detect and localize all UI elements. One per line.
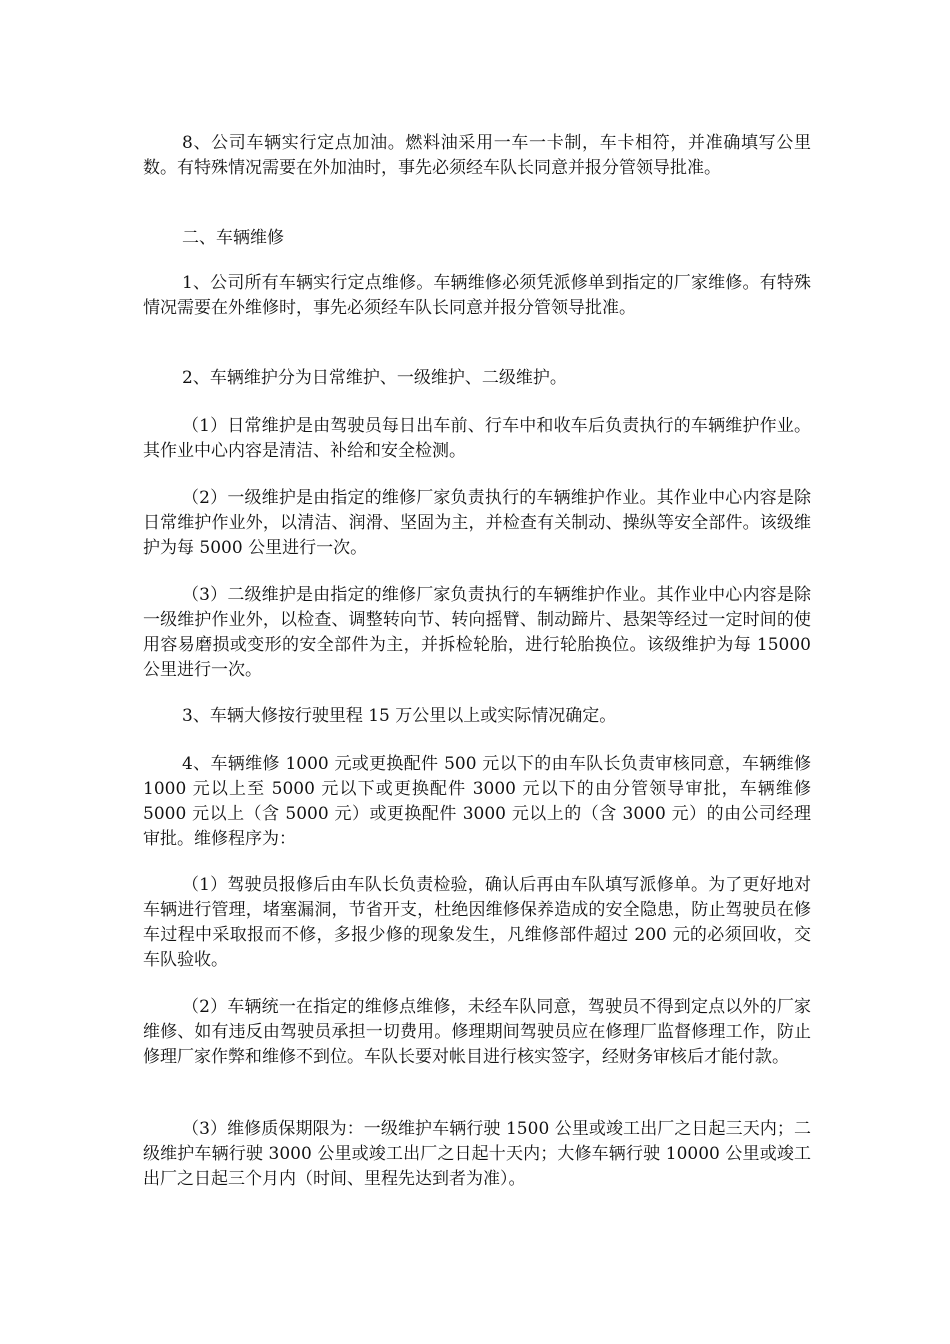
paragraph-daily-maintenance: （1）日常维护是由驾驶员每日出车前、行车中和收车后负责执行的车辆维护作业。其作业中心内容是清洁、补给和安全检测。 [143,416,811,461]
section-heading-vehicle-repair: 二、车辆维修 [182,228,284,248]
paragraph-first-level-maintenance: （2）一级维护是由指定的维修厂家负责执行的车辆维护作业。其作业中心内容是除日常维护作业外，以清洁、润滑、坚固为主，并检查有关制动、操纵等安全部件。该级维护为每 5000 公里进行一次。 [143,488,811,558]
paragraph-repair-approval: 4、车辆维修 1000 元或更换配件 500 元以下的由车队长负责审核同意，车辆维修 1000 元以上至 5000 元以下或更换配件 3000 元以下的由分管领导审批，车辆维修 5000 元以上（含 5000 元）或更换配件 3000 元以上的（含 3000 元）的由公司经理审批。维修程序为： [143,754,811,849]
paragraph-maintenance-types: 2、车辆维护分为日常维护、一级维护、二级维护。 [182,368,567,388]
paragraph-repair-procedure-2: （2）车辆统一在指定的维修点维修，未经车队同意，驾驶员不得到定点以外的厂家维修、如有违反由驾驶员承担一切费用。修理期间驾驶员应在修理厂监督修理工作，防止修理厂家作弊和维修不到位。车队长要对帐目进行核实签字，经财务审核后才能付款。 [143,997,811,1067]
paragraph-repair-procedure-1: （1）驾驶员报修后由车队长负责检验，确认后再由车队填写派修单。为了更好地对车辆进行管理，堵塞漏洞，节省开支，杜绝因维修保养造成的安全隐患，防止驾驶员在修车过程中采取报而不修，多报少修的现象发生，凡维修部件超过 200 元的必须回收，交车队验收。 [143,875,811,970]
paragraph-fueling-rule: 8、公司车辆实行定点加油。燃料油采用一车一卡制，车卡相符，并准确填写公里数。有特殊情况需要在外加油时，事先必须经车队长同意并报分管领导批准。 [143,133,811,178]
paragraph-second-level-maintenance: （3）二级维护是由指定的维修厂家负责执行的车辆维护作业。其作业中心内容是除一级维护作业外，以检查、调整转向节、转向摇臂、制动蹄片、悬架等经过一定时间的使用容易磨损或变形的安全部件为主，并拆检轮胎，进行轮胎换位。该级维护为每 15000 公里进行一次。 [143,585,811,680]
paragraph-designated-repair: 1、公司所有车辆实行定点维修。车辆维修必须凭派修单到指定的厂家维修。有特殊情况需要在外维修时，事先必须经车队长同意并报分管领导批准。 [143,273,811,318]
paragraph-overhaul: 3、车辆大修按行驶里程 15 万公里以上或实际情况确定。 [182,706,617,726]
paragraph-warranty-period: （3）维修质保期限为：一级维护车辆行驶 1500 公里或竣工出厂之日起三天内；二级维护车辆行驶 3000 公里或竣工出厂之日起十天内；大修车辆行驶 10000 公里或竣工出厂之日起三个月内（时间、里程先达到者为准）。 [143,1119,811,1189]
